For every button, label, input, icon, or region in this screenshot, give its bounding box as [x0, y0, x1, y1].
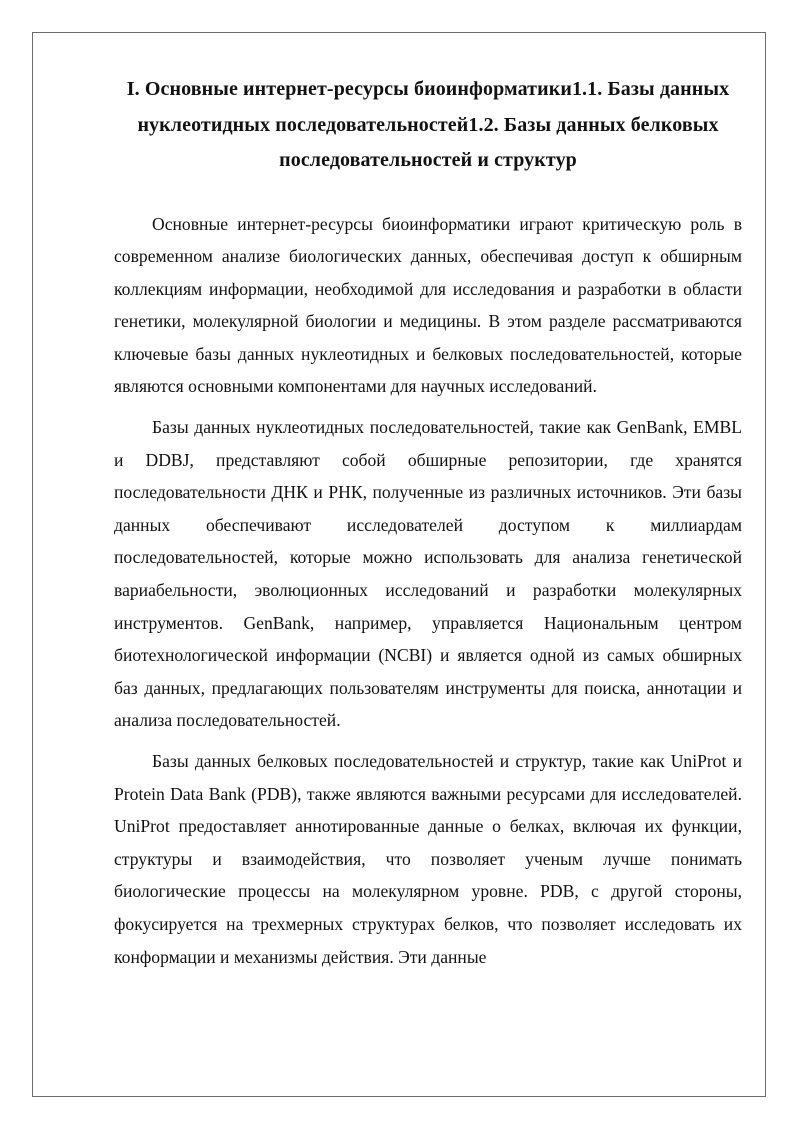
section-heading: I. Основные интернет-ресурсы биоинформатики1.1. Базы данных нуклеотидных последовательностей1.2. Базы данных белковых последовательностей и структур [126, 78, 730, 171]
paragraph-protein-databases: Базы данных белковых последовательностей и структур, такие как UniProt и Protein Data Bank (PDB), также являются важными ресурсами для исследователей. UniProt предоставляет аннотированные данные о белках, включая их функции, структуры и взаимодействия, что позволяет ученым лучше понимать биологические процессы на молекулярном уровне. PDB, с другой стороны, фокусируется на трехмерных структурах белков, что позволяет исследовать их конформации и механизмы действия. Эти данные [114, 751, 742, 967]
paragraph-intro: Основные интернет-ресурсы биоинформатики играют критическую роль в современном анализе биологических данных, обеспечивая доступ к обширным коллекциям информации, необходимой для исследования и разработки в области генетики, молекулярной биологии и медицины. В этом разделе рассматриваются ключевые базы данных нуклеотидных и белковых последовательностей, которые являются основными компонентами для научных исследований. [114, 213, 742, 397]
paragraph-nucleotide-databases: Базы данных нуклеотидных последовательностей, такие как GenBank, EMBL и DDBJ, представляют собой обширные репозитории, где хранятся последовательности ДНК и РНК, полученные из различных источников. Эти базы данных обеспечивают исследователей доступом к миллиардам последовательностей, которые можно использовать для анализа генетической вариабельности, эволюционных исследований и разработки молекулярных инструментов. GenBank, например, управляется Национальным центром биотехнологической информации (NCBI) и является одной из самых обширных баз данных, предлагающих пользователям инструменты для поиска, аннотации и анализа последовательностей. [114, 417, 742, 731]
document-body [114, 72, 742, 981]
